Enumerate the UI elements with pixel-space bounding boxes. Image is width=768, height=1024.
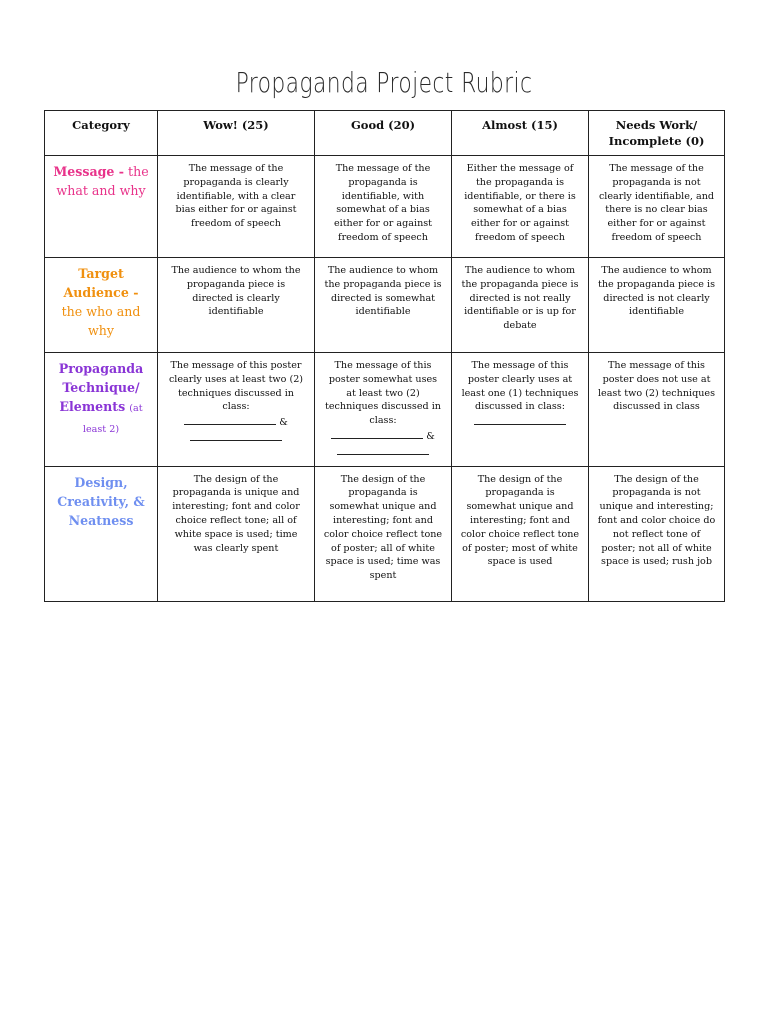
category-design — [45, 466, 158, 601]
table-row-target-audience — [45, 258, 725, 353]
category-audience-label: Target Audience - — [63, 266, 139, 300]
design-needs-work-cell: The design of the propaganda is not unique and interesting; font and color choice do not reflect tone of poster; not all of white space is used; rush job — [589, 466, 725, 601]
audience-needs-work-cell: The audience to whom the propaganda piece is directed is not clearly identifiable — [589, 258, 725, 353]
category-message — [45, 156, 158, 258]
design-good-cell: The design of the propaganda is somewhat unique and interesting; font and color choice reflect tone of poster; all of white space is used; time was spent — [315, 466, 452, 601]
technique-blank-1 — [184, 414, 276, 425]
table-row-technique — [45, 353, 725, 467]
table-row-message — [45, 156, 725, 258]
technique-almost-cell — [452, 353, 589, 467]
technique-almost-blank — [474, 414, 566, 425]
category-technique — [45, 353, 158, 467]
technique-good-blank-2 — [337, 444, 429, 455]
technique-good-blank-1 — [331, 428, 423, 439]
header-row — [45, 111, 725, 156]
header-almost: Almost (15) — [452, 111, 589, 156]
technique-almost-text: The message of this poster clearly uses at least one (1) techniques discussed in class: — [461, 360, 579, 413]
technique-wow-cell — [158, 353, 315, 467]
technique-good-cell — [315, 353, 452, 467]
header-needs-work: Needs Work/ Incomplete (0) — [589, 111, 725, 156]
design-almost-cell: The design of the propaganda is somewhat unique and interesting; font and color choice reflect tone of poster; most of white space is used — [452, 466, 589, 601]
header-wow: Wow! (25) — [158, 111, 315, 156]
message-needs-work-cell: The message of the propaganda is not clearly identifiable, and there is no clear bias either for or against freedom of speech — [589, 156, 725, 258]
design-wow-cell: The design of the propaganda is unique and interesting; font and color choice reflect tone; all of white space is used; time was clearly spent — [158, 466, 315, 601]
technique-good-ampersand: & — [426, 430, 435, 442]
message-wow-cell: The message of the propaganda is clearly identifiable, with a clear bias either for or against freedom of speech — [158, 156, 315, 258]
category-message-label: Message - — [53, 164, 125, 179]
audience-wow-cell: The audience to whom the propaganda piece is directed is clearly identifiable — [158, 258, 315, 353]
rubric-table — [44, 110, 725, 602]
category-audience-subtitle: the who and why — [61, 304, 141, 338]
technique-good-text: The message of this poster somewhat uses at least two (2) techniques discussed in class: — [325, 360, 441, 427]
table-row-design — [45, 466, 725, 601]
category-technique-note: (at least 2) — [82, 403, 143, 435]
category-design-label: Design, Creativity, & Neatness — [57, 474, 145, 528]
technique-wow-text: The message of this poster clearly uses at least two (2) techniques discussed in class: — [168, 360, 304, 413]
header-good: Good (20) — [315, 111, 452, 156]
message-almost-cell: Either the message of the propaganda is identifiable, or there is somewhat of a bias either for or against freedom of speech — [452, 156, 589, 258]
header-category: Category — [45, 111, 158, 156]
technique-needs-work-cell: The message of this poster does not use at least two (2) techniques discussed in class — [589, 353, 725, 467]
audience-good-cell: The audience to whom the propaganda piece is directed is somewhat identifiable — [315, 258, 452, 353]
page-title: Propaganda Project Rubric — [235, 66, 533, 99]
audience-almost-cell: The audience to whom the propaganda piece is directed is not really identifiable or is up for debate — [452, 258, 589, 353]
technique-blank-2 — [190, 430, 282, 441]
category-technique-label: Propaganda Technique/ Elements — [58, 361, 144, 414]
category-target-audience — [45, 258, 158, 353]
category-message-subtitle: the what and why — [56, 164, 149, 198]
message-good-cell: The message of the propaganda is identifiable, with somewhat of a bias either for or against freedom of speech — [315, 156, 452, 258]
technique-ampersand: & — [279, 417, 288, 429]
